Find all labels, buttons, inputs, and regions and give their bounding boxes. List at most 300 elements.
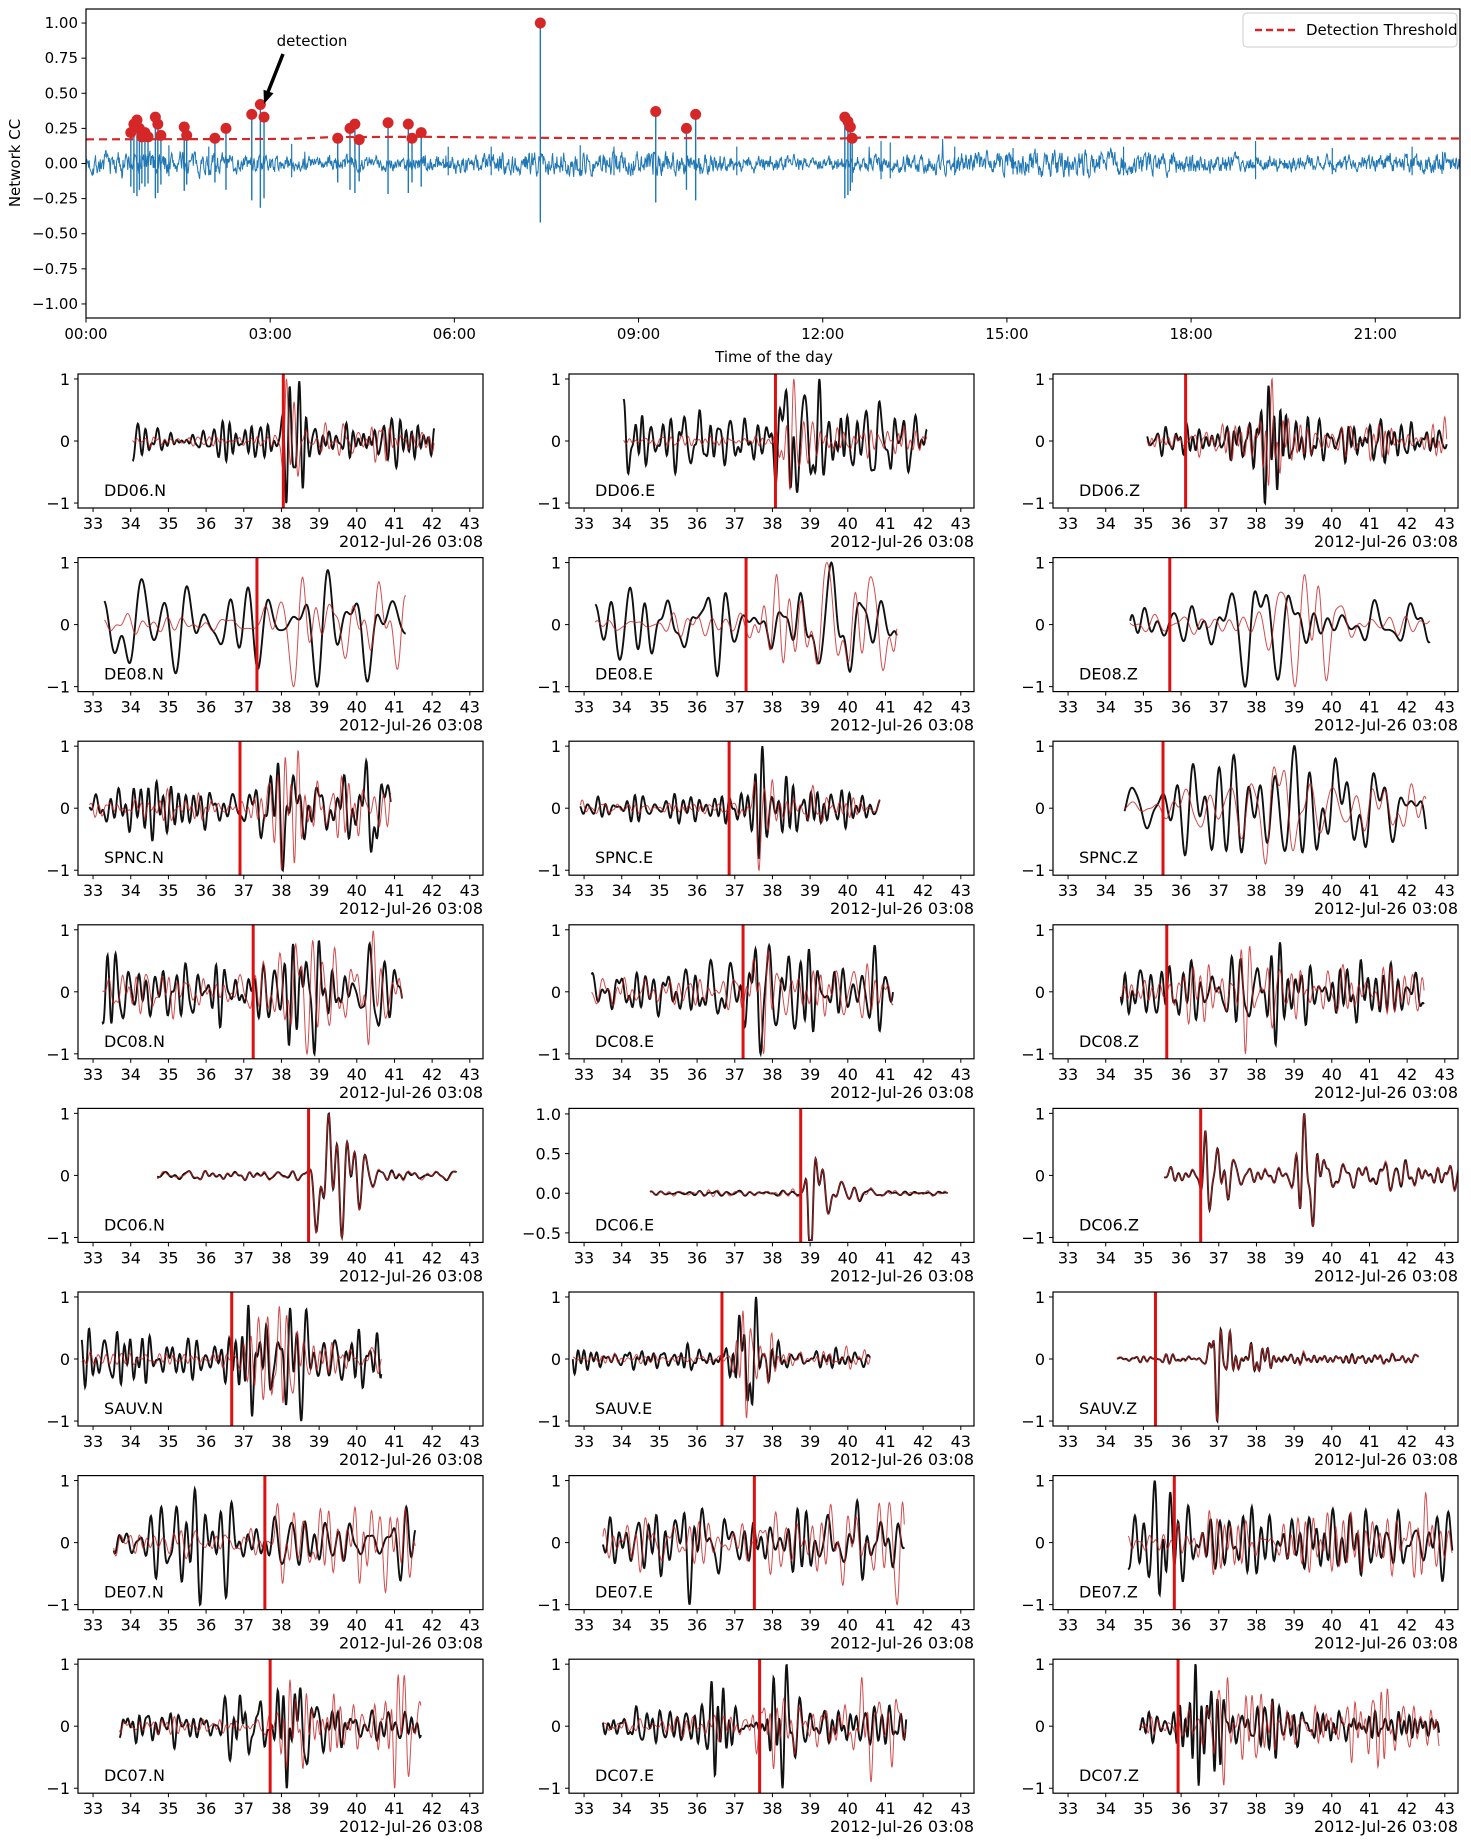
panel-x-tick-label: 40 — [346, 881, 367, 901]
panel-x-tick-label: 41 — [384, 1248, 405, 1268]
legend — [1243, 13, 1458, 47]
panel-x-tick-label: 39 — [799, 1432, 821, 1451]
panel-y-tick-label: 0 — [59, 1350, 70, 1369]
cc-x-tick-label: 03:00 — [248, 325, 292, 343]
panel-y-tick-label: −1 — [537, 1595, 561, 1615]
panel-x-tick-label: 33 — [573, 697, 595, 717]
panel-x-tick-label: 34 — [1095, 881, 1116, 901]
panel-x-tick-label: 38 — [271, 1248, 292, 1268]
panel-y-tick-label: −1 — [46, 1412, 70, 1432]
panel-x-tick-label: 42 — [421, 1799, 443, 1819]
panel-x-tick-label: 34 — [1095, 1799, 1116, 1819]
panel-x-tick-label: 36 — [686, 697, 708, 717]
panel-y-tick-label: −1 — [46, 861, 70, 881]
panel-x-tick-label: 42 — [912, 1615, 934, 1635]
waveform-template — [1117, 1330, 1418, 1421]
panel-DC07.Z — [1021, 1655, 1458, 1836]
panel-y-tick-label: 0 — [550, 799, 561, 819]
panel-x-tick-label: 42 — [912, 1432, 934, 1451]
panel-x-tick-label: 41 — [875, 514, 896, 533]
panel-DC08.N — [46, 921, 483, 1102]
panel-x-tick-label: 36 — [1170, 1064, 1192, 1084]
panel-x-tick-label: 34 — [120, 697, 141, 717]
panel-y-tick-label: −1 — [537, 677, 561, 697]
panel-DE07.N — [46, 1472, 483, 1653]
panel-waveforms — [1117, 1292, 1418, 1426]
panel-x-tick-label: 43 — [950, 1064, 971, 1084]
station-label: DC06.E — [595, 1215, 655, 1235]
cc-y-tick-label: −0.25 — [32, 189, 78, 208]
panel-x-tick-label: 41 — [875, 881, 896, 901]
cc-y-tick-label: −0.75 — [32, 259, 78, 278]
panel-x-tick-label: 42 — [421, 881, 443, 901]
panel-x-tick-label: 40 — [346, 1799, 367, 1819]
panel-x-tick-label: 36 — [1170, 1248, 1192, 1268]
station-label: DC06.Z — [1079, 1215, 1139, 1235]
panel-x-tick-label: 38 — [1246, 1799, 1267, 1819]
panel-x-tick-label: 35 — [158, 514, 179, 533]
panel-x-tick-label: 38 — [271, 881, 292, 901]
panel-x-tick-label: 42 — [1396, 1799, 1418, 1819]
panel-y-tick-label: −1 — [537, 494, 561, 514]
panel-x-tick-label: 41 — [875, 1432, 896, 1451]
panel-x-tick-label: 37 — [233, 514, 254, 533]
panel-x-tick-label: 43 — [950, 1799, 971, 1819]
panel-SAUV.N — [46, 1288, 483, 1469]
panel-x-tick-label: 37 — [233, 1248, 254, 1268]
panel-y-tick-label: 1.0 — [535, 1104, 561, 1124]
panel-x-tick-label: 40 — [1321, 1248, 1342, 1268]
panel-x-tick-label: 33 — [573, 1615, 595, 1635]
panel-x-tick-label: 34 — [120, 881, 141, 901]
panel-x-tick-label: 38 — [762, 1432, 783, 1451]
panel-x-tick-label: 43 — [1434, 1615, 1455, 1635]
panel-x-tick-label: 33 — [1057, 1248, 1079, 1268]
panel-x-tick-label: 36 — [686, 1615, 708, 1635]
cc-x-tick-label: 12:00 — [801, 325, 845, 343]
waveform-observed — [1147, 386, 1447, 503]
panel-x-tick-label: 36 — [195, 1432, 217, 1451]
panel-x-tick-label: 38 — [762, 1799, 783, 1819]
panel-x-tick-label: 40 — [837, 697, 858, 717]
panel-y-tick-label: −1 — [46, 1044, 70, 1064]
panel-x-tick-label: 43 — [950, 881, 971, 901]
panel-y-tick-label: 1 — [550, 920, 561, 940]
panel-x-tick-label: 38 — [271, 697, 292, 717]
panel-date-label: 2012-Jul-26 03:08 — [829, 715, 974, 735]
panel-x-tick-label: 41 — [1359, 1615, 1380, 1635]
panel-x-tick-label: 40 — [1321, 514, 1342, 533]
panel-y-tick-label: 0 — [550, 615, 561, 635]
panel-DD06.N — [46, 370, 483, 551]
panel-x-tick-label: 36 — [686, 1248, 708, 1268]
panel-y-tick-label: 0 — [1034, 1166, 1045, 1186]
panel-x-tick-label: 38 — [1246, 697, 1267, 717]
detection-marker — [847, 133, 858, 144]
panel-x-tick-label: 39 — [308, 881, 330, 901]
panel-x-tick-label: 35 — [649, 1432, 670, 1451]
panel-y-tick-label: 1 — [550, 1287, 561, 1307]
panel-x-tick-label: 33 — [573, 1432, 595, 1451]
panel-y-tick-label: 0 — [550, 1533, 561, 1553]
panel-date-label: 2012-Jul-26 03:08 — [1313, 1450, 1458, 1469]
panel-y-tick-label: 0.5 — [535, 1144, 561, 1164]
panel-x-tick-label: 39 — [1283, 1799, 1305, 1819]
detection-marker — [209, 133, 220, 144]
panel-x-tick-label: 43 — [459, 881, 480, 901]
detection-marker — [690, 109, 701, 120]
waveform-observed — [1130, 591, 1430, 686]
panel-x-tick-label: 36 — [1170, 881, 1192, 901]
panel-x-tick-label: 42 — [1396, 514, 1418, 533]
annotation-arrow-shaft — [268, 54, 283, 92]
panel-DC06.N — [46, 1104, 483, 1285]
panel-date-label: 2012-Jul-26 03:08 — [338, 715, 483, 735]
panel-x-tick-label: 33 — [1057, 1799, 1079, 1819]
panel-x-tick-label: 43 — [459, 1248, 480, 1268]
panel-x-tick-label: 34 — [611, 1064, 632, 1084]
panel-x-tick-label: 41 — [1359, 1799, 1380, 1819]
cc-y-tick-label: 1.00 — [44, 14, 78, 33]
panel-x-tick-label: 35 — [158, 1064, 179, 1084]
panel-y-tick-label: 0 — [1034, 1717, 1045, 1737]
panel-x-tick-label: 37 — [724, 514, 745, 533]
panel-x-tick-label: 41 — [875, 1615, 896, 1635]
panel-x-tick-label: 39 — [1283, 514, 1305, 533]
panel-x-tick-label: 41 — [1359, 1432, 1380, 1451]
panel-x-tick-label: 38 — [1246, 881, 1267, 901]
station-label: DC06.N — [104, 1215, 165, 1235]
panel-x-tick-label: 33 — [82, 1799, 104, 1819]
panel-x-tick-label: 38 — [762, 697, 783, 717]
panel-x-tick-label: 33 — [1057, 697, 1079, 717]
panel-x-tick-label: 35 — [1133, 697, 1154, 717]
panel-x-tick-label: 34 — [1095, 1432, 1116, 1451]
panel-x-tick-label: 42 — [912, 514, 934, 533]
panel-waveforms — [133, 374, 434, 508]
station-label: DC08.Z — [1079, 1031, 1139, 1051]
panel-x-tick-label: 37 — [724, 697, 745, 717]
panel-x-tick-label: 40 — [346, 697, 367, 717]
panel-x-tick-label: 43 — [950, 514, 971, 533]
panel-x-tick-label: 40 — [1321, 1799, 1342, 1819]
panel-y-tick-label: 1 — [59, 553, 70, 573]
panel-y-tick-label: −1 — [1021, 494, 1045, 514]
panel-y-tick-label: 0 — [1034, 799, 1045, 819]
panel-SPNC.E — [537, 737, 974, 918]
cc-y-tick-label: −0.50 — [32, 224, 78, 243]
panel-y-tick-label: −1 — [537, 861, 561, 881]
panel-x-tick-label: 43 — [459, 697, 480, 717]
panel-waveforms — [624, 374, 927, 508]
panel-x-tick-label: 39 — [308, 1799, 330, 1819]
panel-x-tick-label: 40 — [1321, 697, 1342, 717]
panel-DE08.E — [537, 554, 974, 735]
panel-x-tick-label: 35 — [158, 881, 179, 901]
panel-DE07.Z — [1021, 1472, 1458, 1653]
panel-DC08.E — [537, 921, 974, 1102]
panel-x-tick-label: 41 — [1359, 697, 1380, 717]
panel-x-tick-label: 38 — [271, 514, 292, 533]
detection-marker — [152, 119, 163, 130]
panel-y-tick-label: 0 — [1034, 1533, 1045, 1553]
detection-marker — [332, 133, 343, 144]
station-label: DC07.E — [595, 1766, 655, 1786]
panel-x-tick-label: 37 — [1208, 1799, 1229, 1819]
detection-marker — [407, 133, 418, 144]
panel-x-tick-label: 43 — [1434, 1064, 1455, 1084]
panel-x-tick-label: 35 — [649, 1615, 670, 1635]
detection-marker — [383, 117, 394, 128]
waveform-observed — [1117, 1329, 1418, 1421]
panel-DC06.E — [522, 1105, 974, 1285]
waveform-template — [1125, 767, 1426, 864]
panel-x-tick-label: 37 — [724, 1064, 745, 1084]
waveform-observed — [650, 1159, 948, 1240]
panel-date-label: 2012-Jul-26 03:08 — [1313, 715, 1458, 735]
panel-x-tick-label: 35 — [158, 1615, 179, 1635]
waveform-template — [650, 1158, 948, 1240]
panel-DC07.E — [537, 1655, 974, 1836]
panel-x-tick-label: 39 — [308, 1432, 330, 1451]
panel-x-tick-label: 36 — [195, 1248, 217, 1268]
panel-y-tick-label: −1 — [46, 1595, 70, 1615]
panel-x-tick-label: 38 — [1246, 1248, 1267, 1268]
panel-x-tick-label: 40 — [837, 514, 858, 533]
panel-x-tick-label: 37 — [233, 881, 254, 901]
panel-x-tick-label: 34 — [1095, 1064, 1116, 1084]
panel-x-tick-label: 37 — [1208, 1432, 1229, 1451]
panel-date-label: 2012-Jul-26 03:08 — [1313, 1817, 1458, 1837]
panel-y-tick-label: 0 — [59, 1533, 70, 1553]
panel-x-tick-label: 39 — [799, 881, 821, 901]
panel-y-tick-label: 0 — [550, 432, 561, 451]
panel-y-tick-label: −1 — [1021, 861, 1045, 881]
network-cc-plot — [32, 9, 1460, 343]
panel-x-tick-label: 39 — [1283, 697, 1305, 717]
panel-date-label: 2012-Jul-26 03:08 — [1313, 1633, 1458, 1653]
panel-date-label: 2012-Jul-26 03:08 — [338, 899, 483, 919]
panel-x-tick-label: 41 — [875, 697, 896, 717]
panel-x-tick-label: 36 — [1170, 1799, 1192, 1819]
panel-date-label: 2012-Jul-26 03:08 — [829, 1450, 974, 1469]
panel-y-tick-label: 0 — [550, 1717, 561, 1737]
station-label: SAUV.E — [595, 1399, 653, 1418]
panel-x-tick-label: 40 — [837, 881, 858, 901]
panel-x-tick-label: 33 — [82, 1615, 104, 1635]
station-label: DE07.N — [104, 1582, 164, 1602]
panel-x-tick-label: 42 — [1396, 1064, 1418, 1084]
panel-x-tick-label: 33 — [1057, 1615, 1079, 1635]
panel-date-label: 2012-Jul-26 03:08 — [829, 1633, 974, 1653]
panel-x-tick-label: 33 — [573, 1799, 595, 1819]
panel-x-tick-label: 33 — [82, 514, 104, 533]
panel-x-tick-label: 42 — [421, 1248, 443, 1268]
panel-x-tick-label: 40 — [837, 1799, 858, 1819]
panel-x-tick-label: 36 — [686, 1799, 708, 1819]
panel-y-tick-label: 1 — [550, 553, 561, 573]
panel-x-tick-label: 43 — [1434, 514, 1455, 533]
panel-SAUV.E — [537, 1288, 974, 1469]
panel-x-tick-label: 41 — [1359, 881, 1380, 901]
panel-x-tick-label: 41 — [384, 1615, 405, 1635]
panel-x-tick-label: 34 — [611, 1432, 632, 1451]
panel-x-tick-label: 40 — [1321, 1432, 1342, 1451]
detection-marker — [181, 130, 192, 141]
panel-y-tick-label: 1 — [1034, 1655, 1045, 1675]
panel-x-tick-label: 42 — [1396, 1432, 1418, 1451]
panel-x-tick-label: 33 — [82, 1248, 104, 1268]
panel-date-label: 2012-Jul-26 03:08 — [829, 532, 974, 551]
detection-marker — [143, 131, 154, 142]
panel-x-tick-label: 43 — [1434, 1248, 1455, 1268]
panel-x-tick-label: 43 — [459, 1615, 480, 1635]
panel-x-tick-label: 39 — [308, 1615, 330, 1635]
panel-x-tick-label: 41 — [1359, 1248, 1380, 1268]
panel-x-tick-label: 41 — [1359, 514, 1380, 533]
panel-date-label: 2012-Jul-26 03:08 — [1313, 1266, 1458, 1286]
panel-x-tick-label: 37 — [1208, 514, 1229, 533]
panel-x-tick-label: 43 — [950, 1615, 971, 1635]
panel-x-tick-label: 43 — [1434, 881, 1455, 901]
panel-y-tick-label: 0 — [550, 1350, 561, 1369]
panel-x-tick-label: 38 — [271, 1799, 292, 1819]
panel-date-label: 2012-Jul-26 03:08 — [338, 1266, 483, 1286]
panel-x-tick-label: 35 — [649, 1064, 670, 1084]
panel-date-label: 2012-Jul-26 03:08 — [338, 1633, 483, 1653]
panel-x-tick-label: 43 — [1434, 697, 1455, 717]
panel-x-tick-label: 34 — [611, 881, 632, 901]
panel-x-tick-label: 34 — [611, 1799, 632, 1819]
panel-waveforms — [157, 1108, 457, 1242]
panel-x-tick-label: 38 — [1246, 1064, 1267, 1084]
panel-x-tick-label: 43 — [459, 514, 480, 533]
panel-x-tick-label: 37 — [724, 1432, 745, 1451]
panel-x-tick-label: 34 — [120, 1064, 141, 1084]
panel-x-tick-label: 35 — [1133, 1615, 1154, 1635]
station-label: DD06.E — [595, 481, 656, 500]
panel-y-tick-label: −1 — [1021, 1595, 1045, 1615]
panel-x-tick-label: 35 — [1133, 1799, 1154, 1819]
panel-y-tick-label: 0 — [1034, 432, 1045, 451]
panel-y-tick-label: −1 — [46, 1228, 70, 1248]
panel-x-tick-label: 33 — [1057, 514, 1079, 533]
panel-x-tick-label: 43 — [459, 1799, 480, 1819]
panel-x-tick-label: 41 — [875, 1248, 896, 1268]
panel-waveforms — [1140, 1659, 1440, 1793]
detection-marker — [535, 18, 546, 29]
panel-x-tick-label: 33 — [1057, 1064, 1079, 1084]
detection-threshold-line — [86, 137, 1460, 140]
panel-x-tick-label: 38 — [271, 1615, 292, 1635]
cc-x-tick-label: 06:00 — [432, 325, 476, 343]
panel-x-tick-label: 42 — [1396, 697, 1418, 717]
cc-x-tick-label: 21:00 — [1353, 325, 1397, 343]
panel-DE07.E — [537, 1472, 974, 1653]
panel-x-tick-label: 40 — [346, 514, 367, 533]
panel-x-tick-label: 43 — [459, 1064, 480, 1084]
panel-y-tick-label: 1 — [550, 1655, 561, 1675]
panel-y-tick-label: 1 — [59, 737, 70, 757]
panel-date-label: 2012-Jul-26 03:08 — [1313, 1082, 1458, 1102]
panel-x-tick-label: 36 — [1170, 697, 1192, 717]
panel-y-tick-label: 0 — [59, 432, 70, 451]
panel-x-tick-label: 42 — [1396, 1615, 1418, 1635]
panel-y-tick-label: 1 — [59, 1655, 70, 1675]
detection-marker — [349, 119, 360, 130]
panel-x-tick-label: 42 — [421, 697, 443, 717]
panel-x-tick-label: 35 — [158, 1432, 179, 1451]
station-label: SPNC.Z — [1079, 848, 1138, 868]
panel-date-label: 2012-Jul-26 03:08 — [829, 1082, 974, 1102]
panel-x-tick-label: 42 — [1396, 881, 1418, 901]
panel-x-tick-label: 41 — [384, 1064, 405, 1084]
panel-x-tick-label: 40 — [346, 1248, 367, 1268]
panel-y-tick-label: 1 — [59, 1104, 70, 1124]
station-label: DC07.Z — [1079, 1766, 1139, 1786]
panel-x-tick-label: 35 — [649, 697, 670, 717]
panel-x-tick-label: 41 — [384, 514, 405, 533]
panel-y-tick-label: 1 — [550, 1471, 561, 1491]
panel-x-tick-label: 38 — [271, 1432, 292, 1451]
panel-x-tick-label: 39 — [308, 1064, 330, 1084]
panel-x-tick-label: 35 — [649, 514, 670, 533]
detection-marker — [155, 130, 166, 141]
station-label: DE08.N — [104, 664, 164, 684]
panel-x-tick-label: 36 — [195, 881, 217, 901]
panel-x-tick-label: 40 — [837, 1432, 858, 1451]
panel-date-label: 2012-Jul-26 03:08 — [829, 1266, 974, 1286]
panel-x-tick-label: 40 — [1321, 1615, 1342, 1635]
panel-x-tick-label: 33 — [573, 1064, 595, 1084]
panel-x-tick-label: 36 — [195, 514, 217, 533]
panel-x-tick-label: 35 — [1133, 1248, 1154, 1268]
panel-x-tick-label: 36 — [195, 697, 217, 717]
station-label: SPNC.N — [104, 848, 164, 868]
station-label: SPNC.E — [595, 848, 654, 868]
panel-y-tick-label: 0 — [1034, 982, 1045, 1002]
panel-date-label: 2012-Jul-26 03:08 — [1313, 532, 1458, 551]
panel-x-tick-label: 38 — [1246, 1432, 1267, 1451]
cc-y-tick-label: 0.50 — [44, 84, 78, 103]
panel-x-tick-label: 39 — [1283, 881, 1305, 901]
panel-x-tick-label: 40 — [346, 1064, 367, 1084]
station-label: DE07.Z — [1079, 1582, 1138, 1602]
panel-y-tick-label: 1 — [1034, 1471, 1045, 1491]
panel-date-label: 2012-Jul-26 03:08 — [829, 899, 974, 919]
panel-waveforms — [1130, 558, 1430, 692]
panel-y-tick-label: 1 — [1034, 737, 1045, 757]
station-label: DD06.N — [104, 481, 167, 500]
panel-y-tick-label: 1 — [550, 369, 561, 389]
panel-DC06.Z — [1021, 1104, 1458, 1285]
cc-y-tick-label: 0.25 — [44, 119, 78, 138]
panel-DD06.Z — [1021, 370, 1458, 551]
detection-marker — [650, 106, 661, 117]
panel-x-tick-label: 40 — [1321, 881, 1342, 901]
static-overlay — [6, 13, 1458, 366]
waveform-observed — [1125, 746, 1426, 855]
panel-x-tick-label: 37 — [1208, 697, 1229, 717]
panel-y-tick-label: −1 — [1021, 677, 1045, 697]
panel-x-tick-label: 38 — [762, 881, 783, 901]
panel-x-tick-label: 36 — [686, 881, 708, 901]
annotation-arrow-head — [264, 90, 274, 104]
panel-y-tick-label: −1 — [537, 1044, 561, 1064]
panel-x-tick-label: 42 — [912, 1799, 934, 1819]
panel-waveforms — [650, 1108, 948, 1242]
panel-y-tick-label: 0 — [59, 1717, 70, 1737]
